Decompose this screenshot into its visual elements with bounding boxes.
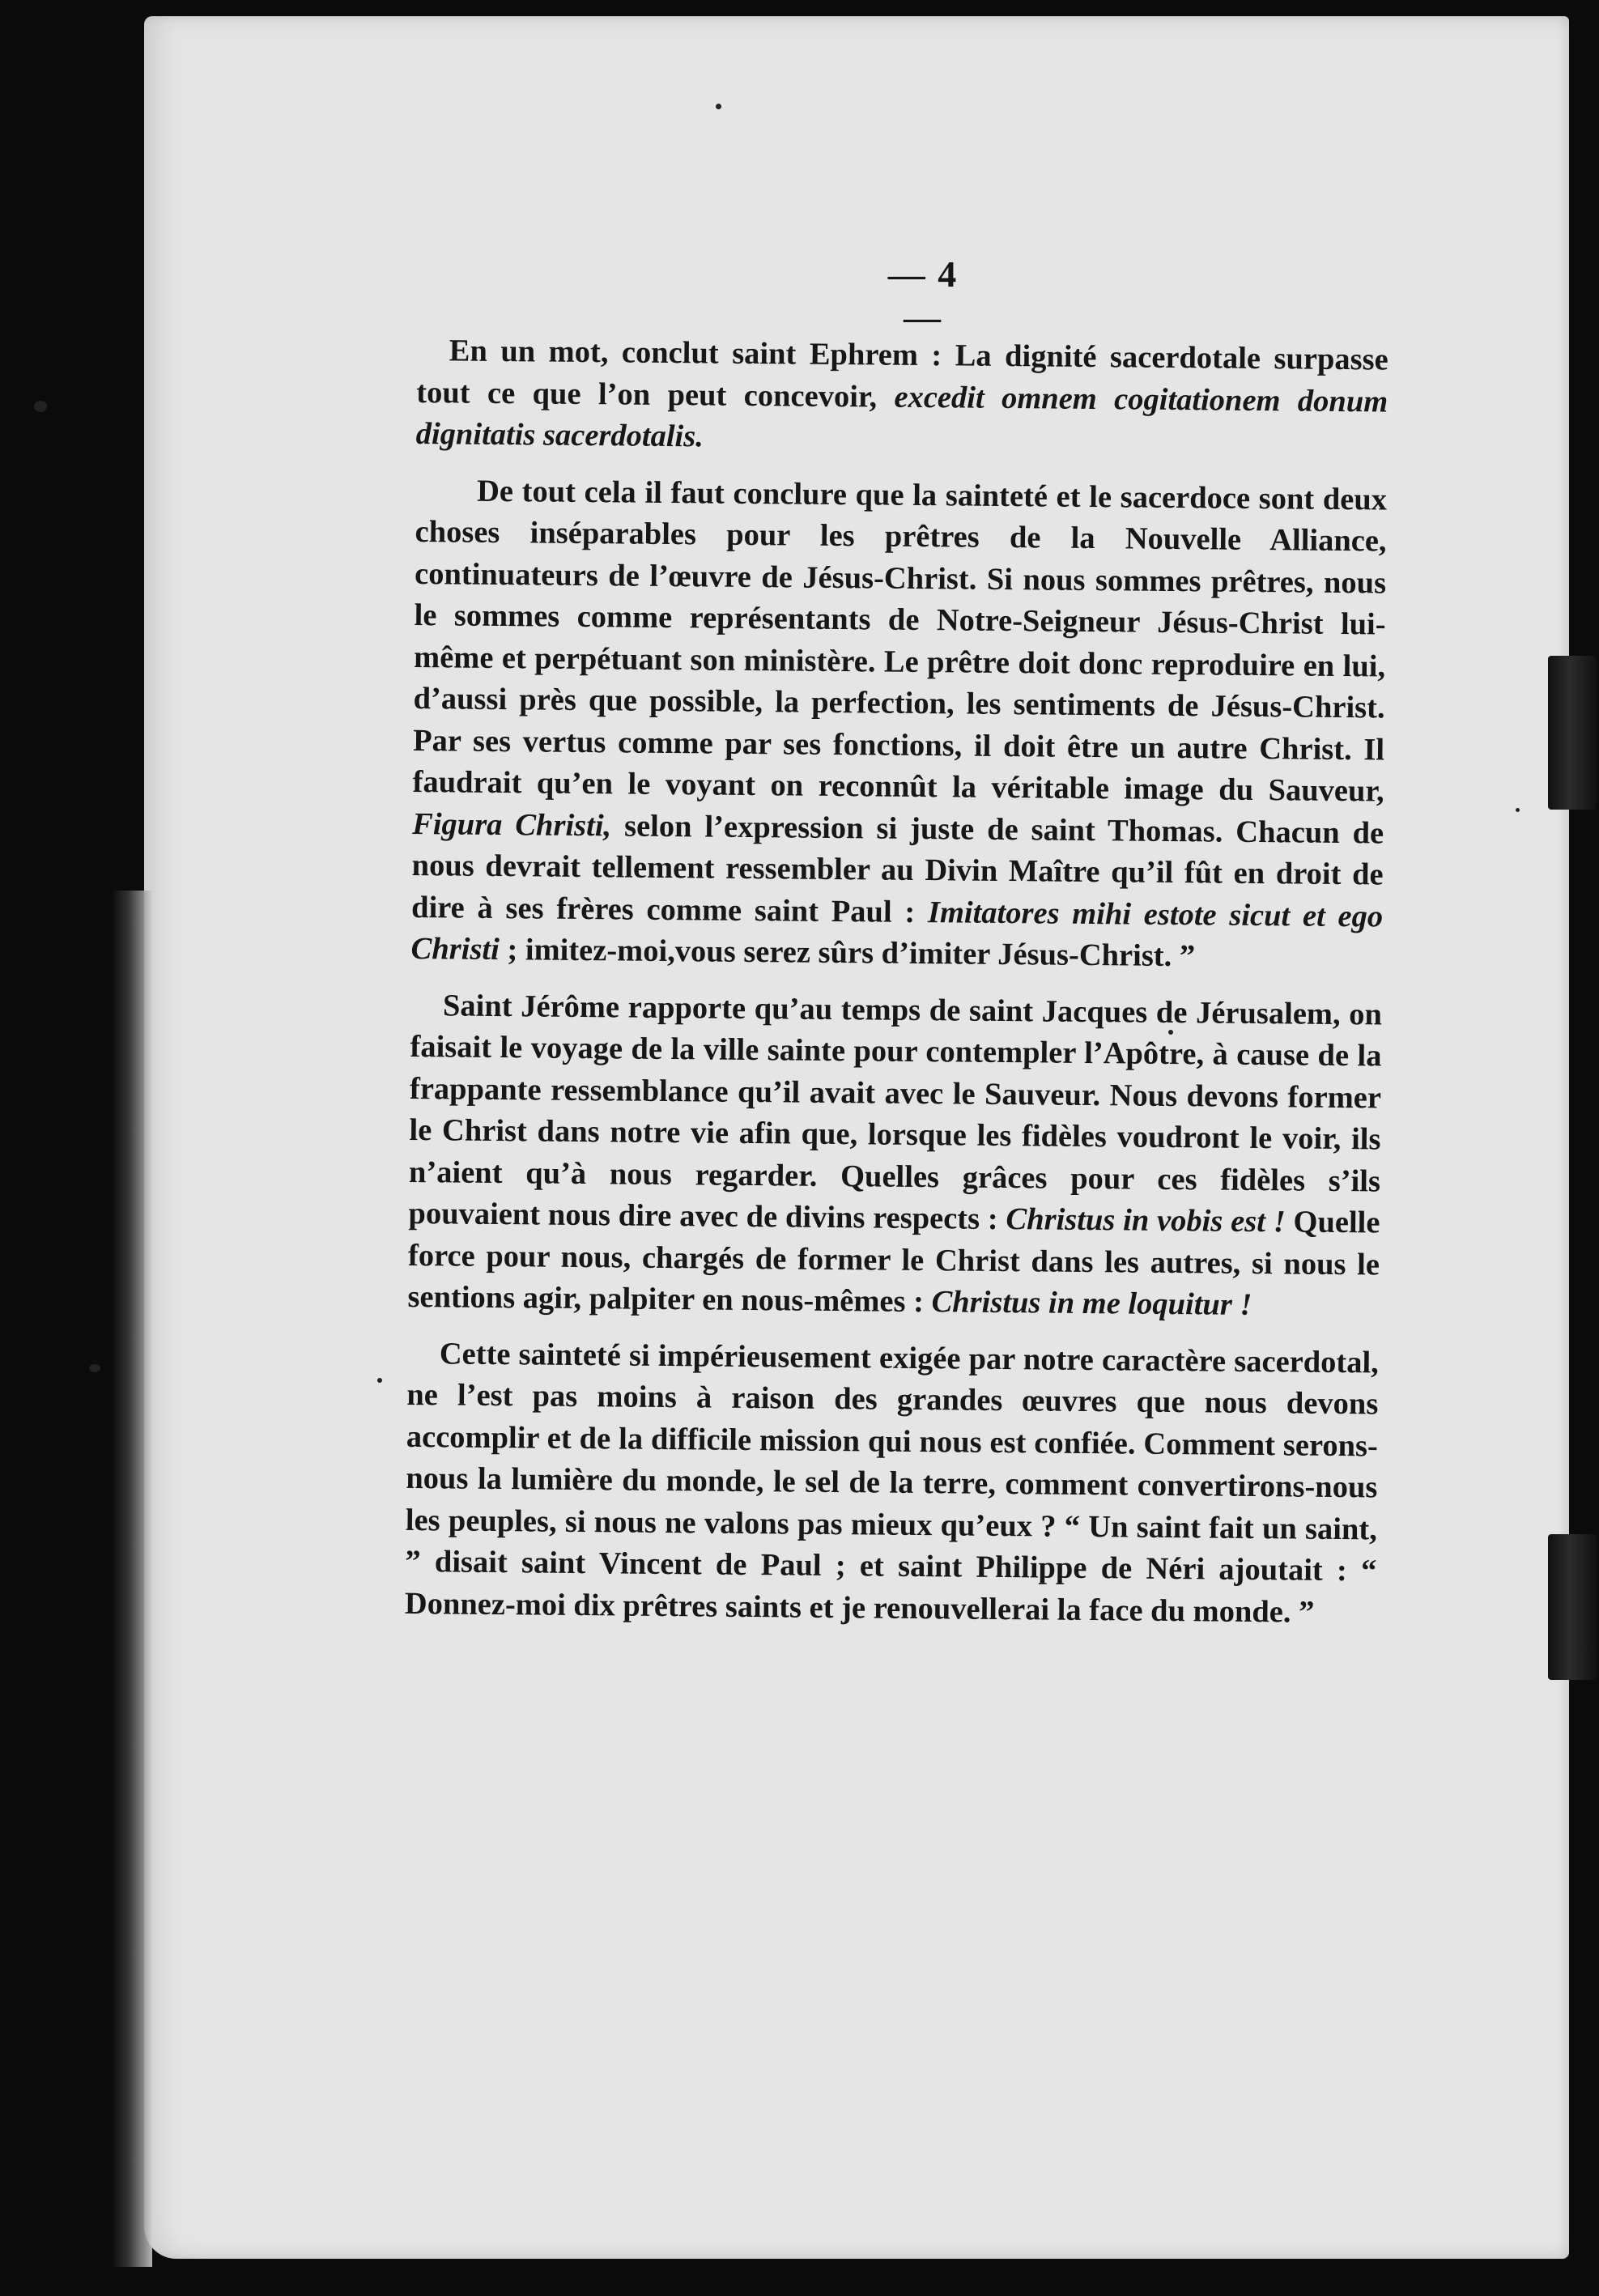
page-number: — 4 — (887, 253, 959, 338)
latin-quote: excedit omnem cogitationem donum dignitatis sacerdotalis. (415, 380, 1388, 454)
paragraph (407, 984, 1382, 1328)
paragraph (405, 1333, 1379, 1634)
dust-speck (377, 1378, 382, 1383)
text-run: selon l’expression si juste de saint Thomas. Chacun de nous devrait tellement ressembler au Divin Maître qu’il fût en droit de dire à ses frères comme saint Paul : (410, 808, 1384, 929)
dust-speck (716, 104, 721, 109)
text-run: Cette sainteté si impérieusement exigée par notre caractère sacerdotal, ne l’est pas moins à raison des grandes œuvres que nous devons accomplir et de la difficile mission qui nous est confiée. Comment serons-nous la lumière du monde, le sel de la terre, comment convertirons-nous les peuples, si nous ne valons pas mieux qu’eux ? “ Un saint fait un saint, ” disait saint Vincent de Paul ; et saint Philippe de Néri ajoutait : “ Donnez-moi dix prêtres saints et je renouvellerai la face du monde. ” (404, 1336, 1380, 1630)
latin-quote: Christus in me loquitur ! (931, 1285, 1252, 1322)
text-run: Saint Jérôme rapporte qu’au temps de saint Jacques de Jérusalem, on faisait le voyage de la ville sainte pour contempler l’Apôtre, à cause de la frappante ressemblance qu’il avait avec le Sauveur. Nous devons former le Christ dans notre vie afin que, lorsque les fidèles voudront le voir, ils n’aient qu’à nous regarder. Quelles grâces pour ces fidèles s’ils pouvaient nous dire avec de divins respects : (408, 988, 1383, 1237)
dust-speck (34, 401, 47, 412)
body-text (404, 330, 1388, 1648)
scan-border-right (1569, 0, 1599, 2296)
text-run: De tout cela il faut conclure que la sainteté et le sacerdoce sont deux choses inséparables pour les prêtres de la Nouvelle Alliance, continuateurs de l’œuvre de Jésus-Christ. Si nous sommes prêtres, nous le sommes comme représentants de Notre-Seigneur Jésus-Christ lui-même et perpétuant son ministère. Le prêtre doit donc reproduire en lui, d’aussi près que possible, la perfection, les sentiments de Jésus-Christ. Par ses vertus comme par ses fonctions, il doit être un autre Christ. Il faudrait qu’en le voyant on reconnût la véritable image du Sauveur, (412, 474, 1388, 809)
binding-clip-bottom (1548, 1534, 1597, 1680)
paragraph (416, 330, 1388, 465)
dust-speck (89, 1364, 100, 1372)
dust-speck (1516, 808, 1520, 812)
text-run: Quelle force pour nous, chargés de former le Christ dans les autres, si nous le sentions agir, palpiter en nous-mêmes : (407, 1205, 1380, 1320)
binding-clip-top (1548, 656, 1597, 810)
latin-quote: Figura Christi, (411, 806, 612, 843)
latin-quote: Christus in vobis est ! (1006, 1202, 1286, 1239)
latin-quote: Imitatores mihi estote sicut et ego Christi (410, 895, 1384, 967)
paragraph (410, 470, 1387, 979)
page-left-shadow (112, 891, 152, 2267)
text-run: En un mot, conclut saint Ephrem : La dignité sacerdotale surpasse tout ce que l’on peut concevoir, (416, 334, 1388, 415)
text-run: ; imitez-moi,vous serez sûrs d’imiter Jésus-Christ. ” (499, 933, 1196, 974)
